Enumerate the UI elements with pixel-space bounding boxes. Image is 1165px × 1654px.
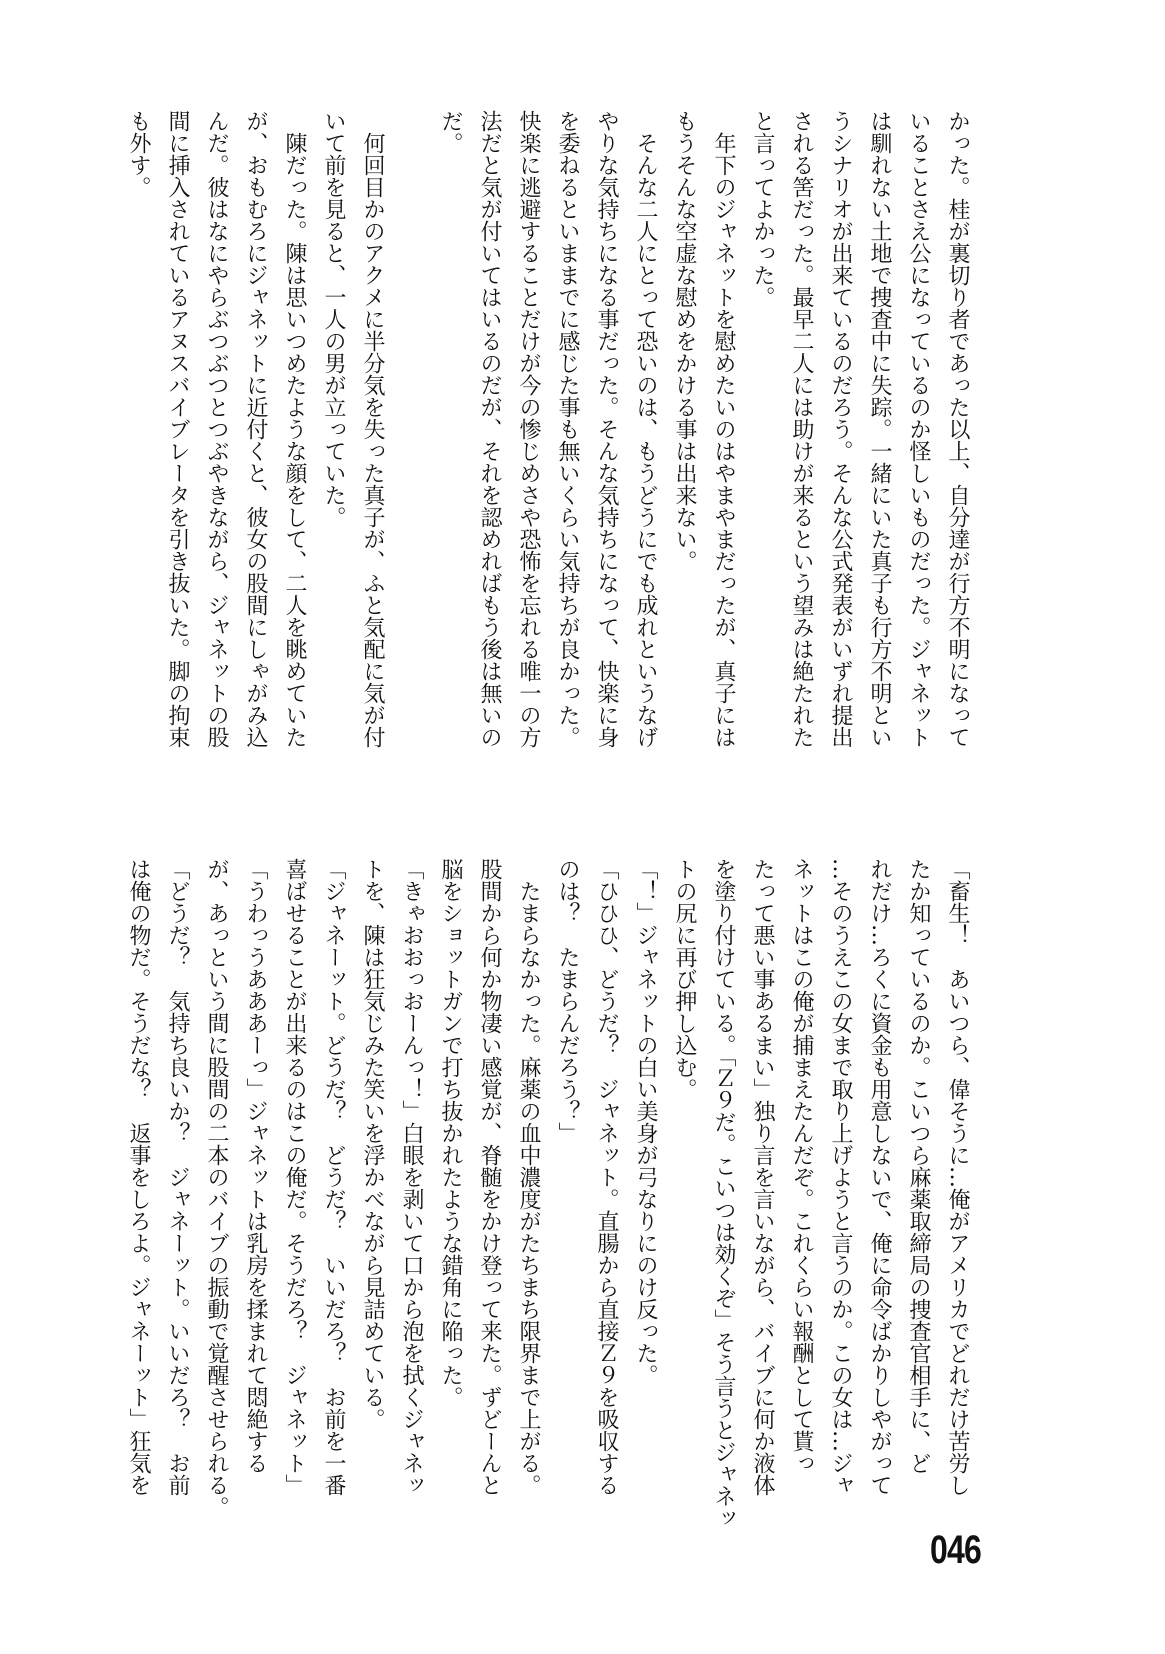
text-column: たか知っているのか。こいつら麻薬取締局の捜査官相手に、ど — [906, 858, 931, 1474]
text-column: と言ってよかった。 — [750, 110, 775, 308]
text-column: …そのうえこの女まで取り上げようと言うのか。この女は…ジャ — [828, 858, 853, 1496]
text-column: は俺の物だ。そうだな？ 返事をしろよ。ジャネーット」狂気を — [126, 858, 151, 1496]
text-column: 脳をショットガンで打ち抜かれたような錯角に陥った。 — [438, 858, 463, 1408]
text-column: トを、陳は狂気じみた笑いを浮かべながら見詰めている。 — [360, 858, 385, 1430]
text-column: 喜ばせることが出来るのはこの俺だ。そうだろ？ ジャネット」 — [282, 858, 307, 1496]
text-column: を塗り付けている。「Ｚ９だ。こいつは効くぞ」そう言うとジャネッ — [711, 858, 736, 1529]
text-column: 間に挿入されているアヌスバイブレータを引き抜いた。脚の拘束 — [165, 110, 190, 748]
text-column: 「うわっうあああーっ」ジャネットは乳房を揉まれて悶絶する — [243, 858, 268, 1474]
text-column: やりな気持ちになる事だった。そんな気持ちになって、快楽に身 — [594, 110, 619, 748]
text-column: が、おもむろにジャネットに近付くと、彼女の股間にしゃがみ込 — [243, 110, 268, 748]
text-column: 「きゃおおっおーんっ！」白眼を剥いて口から泡を拭くジャネッ — [399, 858, 424, 1496]
text-column: は馴れない土地で捜査中に失踪。一緒にいた真子も行方不明とい — [867, 110, 892, 748]
text-column: たって悪い事あるまい」独り言を言いながら、バイブに何か液体 — [750, 858, 775, 1496]
text-column: 「ひひひ、どうだ？ ジャネット。直腸から直接Ｚ９を吸収する — [594, 858, 619, 1496]
text-column: トの尻に再び押し込む。 — [672, 858, 697, 1100]
text-column: を委ねるといままでに感じた事も無いくらい気持ちが良かった。 — [555, 110, 580, 748]
text-column: いて前を見ると、一人の男が立っていた。 — [321, 110, 346, 528]
text-column: いることさえ公になっているのか怪しいものだった。ジャネット — [906, 110, 931, 748]
text-column: 年下のジャネットを慰めたいのはやまやまだったが、真子には — [711, 110, 736, 748]
text-column: 何回目かのアクメに半分気を失った真子が、ふと気配に気が付 — [360, 110, 385, 748]
text-column: 法だと気が付いてはいるのだが、それを認めればもう後は無いの — [477, 110, 502, 748]
text-column: だ。 — [438, 110, 463, 154]
text-column: もうそんな空虚な慰めをかける事は出来ない。 — [672, 110, 697, 572]
text-column: が、あっという間に股間の二本のバイブの振動で覚醒させられる。 — [204, 858, 229, 1518]
text-column: かった。桂が裏切り者であった以上、自分達が行方不明になって — [945, 110, 970, 748]
text-column: される筈だった。最早二人には助けが来るという望みは絶たれた — [789, 110, 814, 748]
text-column: 股間から何か物凄い感覚が、脊髄をかけ登って来た。ずどーんと — [477, 858, 502, 1496]
upper-text-block — [117, 110, 977, 810]
text-column: 「ジャネーット。どうだ？ どうだ？ いいだろ？ お前を一番 — [321, 858, 346, 1496]
page-number: 046 — [930, 1528, 981, 1572]
text-column: のは？ たまらんだろう？」 — [555, 858, 580, 1144]
text-column: んだ。彼はなにやらぶつぶつとつぶやきながら、ジャネットの股 — [204, 110, 229, 748]
text-column: うシナリオが出来ているのだろう。そんな公式発表がいずれ提出 — [828, 110, 853, 748]
text-column — [392, 110, 431, 810]
text-column: 快楽に逃避することだけが今の惨じめさや恐怖を忘れる唯一の方 — [516, 110, 541, 748]
text-column: も外す。 — [126, 110, 151, 198]
text-column: 「畜生！ あいつら、偉そうに…俺がアメリカでどれだけ苦労し — [945, 858, 970, 1496]
text-column: たまらなかった。麻薬の血中濃度がたちまち限界まで上がる。 — [516, 858, 541, 1496]
text-column: 陳だった。陳は思いつめたような顔をして、二人を眺めていた — [282, 110, 307, 748]
text-column: そんな二人にとって恐いのは、もうどうにでも成れというなげ — [633, 110, 658, 748]
text-column: 「！」ジャネットの白い美身が弓なりにのけ反った。 — [633, 858, 658, 1386]
text-column: 「どうだ？ 気持ち良いか？ ジャネーット。いいだろ？ お前 — [165, 858, 190, 1496]
text-column: ネットはこの俺が捕まえたんだぞ。これくらい報酬として貰っ — [789, 858, 814, 1474]
text-column: れだけ…ろくに資金も用意しないで、俺に命令ばかりしやがって — [867, 858, 892, 1496]
lower-text-block — [117, 858, 977, 1529]
